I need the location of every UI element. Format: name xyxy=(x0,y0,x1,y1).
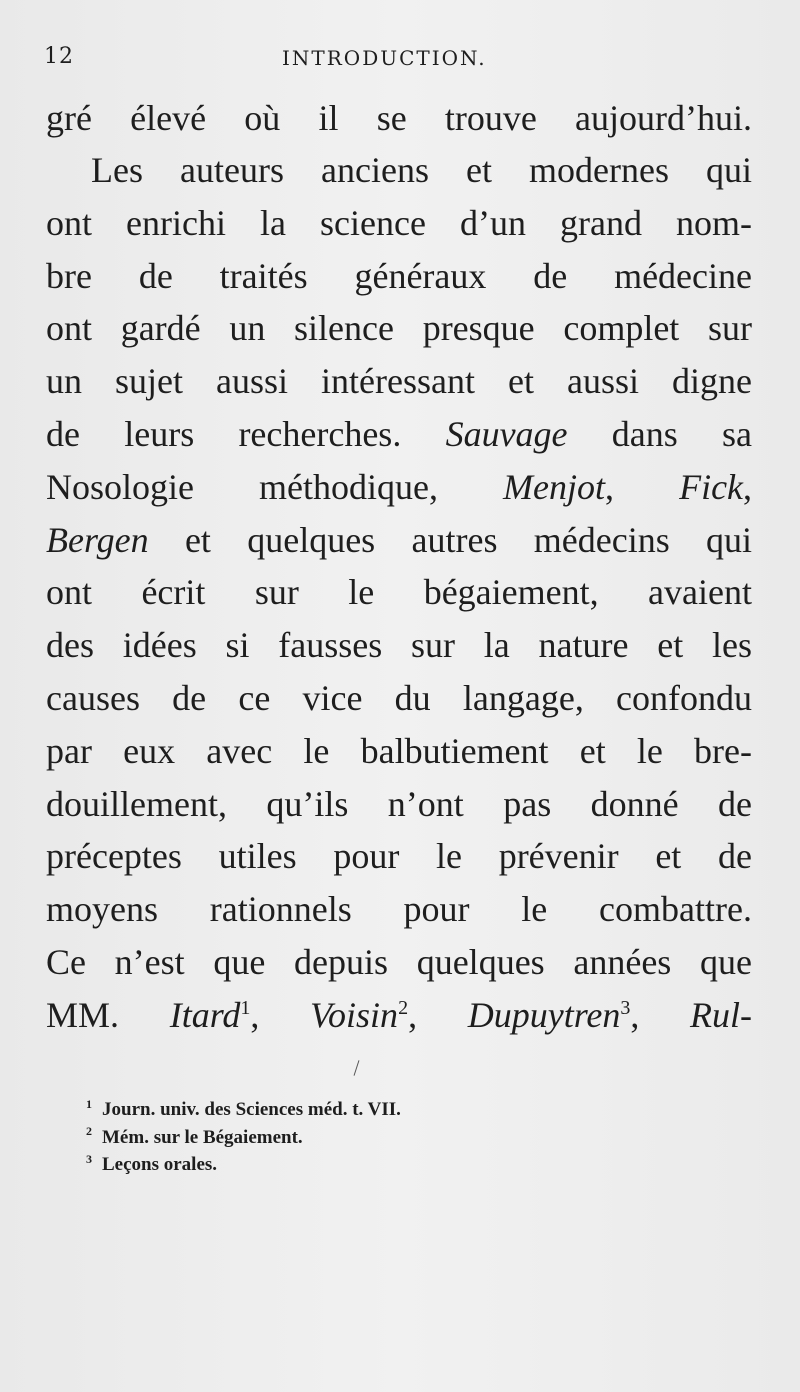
page-header xyxy=(44,44,750,78)
footnote-2: 2 Mém. sur le Bégaiement. xyxy=(86,1124,303,1148)
body-text xyxy=(46,92,752,1042)
text-line-4: bre de traités généraux de médecine xyxy=(46,255,752,296)
text-line-11: des idées si fausses sur la nature et les xyxy=(46,625,752,666)
author-fick: Fick xyxy=(679,466,744,507)
footnote-ref-1: 1 xyxy=(240,996,251,1019)
text-line-16: moyens rationnels pour le combattre. xyxy=(46,889,752,930)
author-dupuytren: Dupuytren xyxy=(467,994,621,1035)
text-line-7: de leurs recherches. Sauvage dans sa xyxy=(46,413,753,454)
footnote-ref-3: 3 xyxy=(620,996,631,1019)
text-line-2: Les auteurs anciens et modernes qui xyxy=(91,150,752,190)
text-line-13: par eux avec le balbutiement et le bre- xyxy=(46,730,752,771)
text-line-8: Nosologie méthodique, Menjot, Fick, xyxy=(46,466,753,507)
footnote-1: 1 Journ. univ. des Sciences méd. t. VII. xyxy=(86,1096,401,1120)
text-line-15: préceptes utiles pour le prévenir et de xyxy=(46,836,752,877)
text-line-17: Ce n’est que depuis quelques années que xyxy=(46,941,752,982)
running-title: INTRODUCTION. xyxy=(282,46,487,70)
author-itard: Itard xyxy=(169,994,241,1035)
footnote-separator-mark xyxy=(354,1060,360,1076)
text-line-9: Bergen et quelques autres médecins qui xyxy=(46,519,753,560)
page-number: 12 xyxy=(44,44,74,69)
footnote-3: 3 Leçons orales. xyxy=(86,1151,218,1175)
text-line-12: causes de ce vice du langage, confondu xyxy=(46,677,752,718)
footnote-ref-2: 2 xyxy=(398,996,409,1019)
author-menjot: Menjot xyxy=(503,466,606,507)
text-line-5: ont gardé un silence presque complet sur xyxy=(46,308,752,349)
author-rul: Rul- xyxy=(690,994,753,1035)
text-line-1: gré élevé où il se trouve aujourd’hui. xyxy=(46,98,752,138)
text-line-10: ont écrit sur le bégaiement, avaient xyxy=(46,572,752,613)
text-line-6: un sujet aussi intéressant et aussi digne xyxy=(46,361,752,402)
text-line-14: douillement, qu’ils n’ont pas donné de xyxy=(46,783,752,824)
author-bergen: Bergen xyxy=(46,519,149,560)
text-line-18: MM. Itard$^1$, Voisin$^2$, Dupuytren$^3$, Rul- xyxy=(46,994,753,1035)
text-line-3: ont enrichi la science d’un grand nom- xyxy=(46,202,752,243)
footnotes xyxy=(86,1096,586,1179)
author-voisin: Voisin xyxy=(310,994,399,1035)
author-sauvage: Sauvage xyxy=(445,413,568,454)
